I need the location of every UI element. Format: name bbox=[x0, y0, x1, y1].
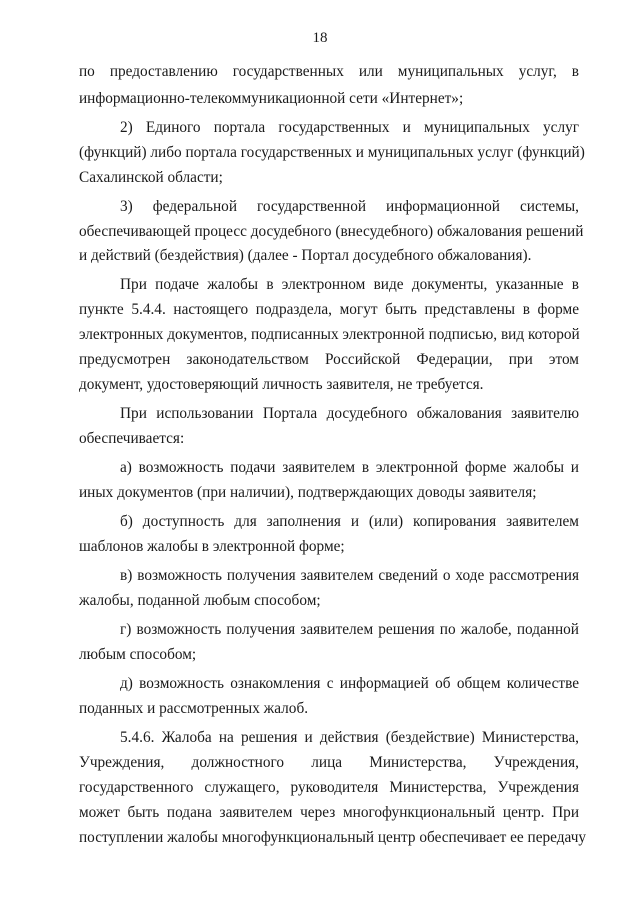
text-line: пункте 5.4.4. настоящего подраздела, могут быть представлены в форме bbox=[79, 301, 579, 318]
text-line: жалобы, поданной любым способом; bbox=[79, 592, 321, 609]
text-line: может быть подана заявителем через многофункциональный центр. При bbox=[79, 804, 579, 821]
text-line: государственного служащего, руководителя Министерства, Учреждения bbox=[79, 779, 579, 796]
text-line: 2) Единого портала государственных и муниципальных услуг bbox=[120, 119, 579, 136]
text-line: поданных и рассмотренных жалоб. bbox=[79, 700, 309, 717]
text-line: б) доступность для заполнения и (или) копирования заявителем bbox=[120, 513, 579, 530]
text-line: При подаче жалобы в электронном виде документы, указанные в bbox=[120, 276, 579, 293]
text-line: любым способом; bbox=[79, 646, 197, 663]
text-line: При использовании Портала досудебного обжалования заявителю bbox=[120, 405, 579, 422]
text-line: г) возможность получения заявителем решения по жалобе, поданной bbox=[120, 621, 579, 638]
text-line: в) возможность получения заявителем сведений о ходе рассмотрения bbox=[120, 567, 579, 584]
text-line: д) возможность ознакомления с информацией об общем количестве bbox=[120, 675, 579, 692]
text-line: по предоставлению государственных или муниципальных услуг, в bbox=[79, 63, 579, 80]
text-line: (функций) либо портала государственных и муниципальных услуг (функций) bbox=[79, 144, 585, 161]
text-line: обеспечивается: bbox=[79, 430, 185, 447]
text-line: электронных документов, подписанных электронной подписью, вид которой bbox=[79, 326, 580, 343]
text-line: документ, удостоверяющий личность заявителя, не требуется. bbox=[79, 376, 484, 393]
text-line: 5.4.6. Жалоба на решения и действия (бездействие) Министерства, bbox=[120, 729, 579, 746]
page-number: 18 bbox=[312, 30, 328, 46]
text-line: шаблонов жалобы в электронной форме; bbox=[79, 538, 345, 555]
text-line: предусмотрен законодательством Российской Федерации, при этом bbox=[79, 351, 579, 368]
text-line: Учреждения, должностного лица Министерства, Учреждения, bbox=[79, 754, 579, 771]
text-line: и действий (бездействия) (далее - Портал досудебного обжалования). bbox=[79, 247, 532, 264]
text-line: поступлении жалобы многофункциональный центр обеспечивает ее передачу bbox=[79, 829, 587, 846]
text-line: информационно-телекоммуникационной сети «Интернет»; bbox=[79, 90, 464, 107]
text-line: обеспечивающей процесс досудебного (внесудебного) обжалования решений bbox=[79, 223, 584, 240]
text-line: 3) федеральной государственной информационной системы, bbox=[120, 198, 579, 215]
text-line: Сахалинской области; bbox=[79, 169, 223, 186]
text-line: иных документов (при наличии), подтверждающих доводы заявителя; bbox=[79, 484, 537, 501]
text-line: а) возможность подачи заявителем в электронной форме жалобы и bbox=[120, 459, 579, 476]
